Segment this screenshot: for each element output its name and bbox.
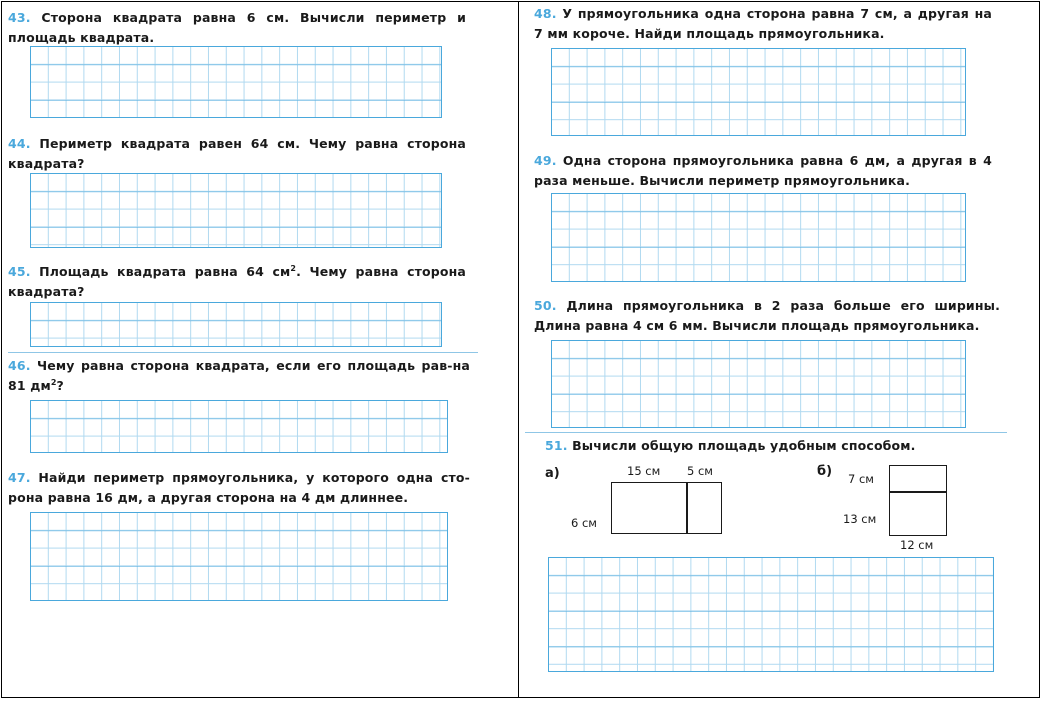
task-number: 50. <box>534 298 557 313</box>
task-text: Одна сторона прямоугольника равна 6 дм, а другая в 4 раза меньше. Вычисли периметр прямоугольника. <box>534 153 992 188</box>
figure-a-rectangle <box>611 482 722 534</box>
figure-a-label: а) <box>545 466 560 481</box>
task-number: 49. <box>534 153 557 168</box>
task-50 <box>534 296 1000 336</box>
task-number: 48. <box>534 6 557 21</box>
task-number: 51. <box>545 438 568 453</box>
task-44 <box>8 134 466 174</box>
task-text: Периметр квадрата равен 64 см. Чему равна сторона квадрата? <box>8 136 466 171</box>
task-number: 47. <box>8 470 31 485</box>
figure-a-divider <box>686 482 688 534</box>
task-text: У прямоугольника одна сторона равна 7 см, а другая на 7 мм короче. Найди площадь прямоугольника. <box>534 6 992 41</box>
answer-grid-48[interactable] <box>551 48 966 136</box>
answer-grid-50[interactable] <box>551 340 966 428</box>
answer-grid-49[interactable] <box>551 193 966 282</box>
task-47 <box>8 468 470 508</box>
figure-b-divider <box>889 491 947 493</box>
answer-grid-44[interactable] <box>30 173 442 248</box>
task-49 <box>534 151 992 191</box>
task-number: 43. <box>8 10 31 25</box>
task-number: 45. <box>8 264 31 279</box>
task-number: 46. <box>8 358 31 373</box>
section-separator <box>8 352 478 353</box>
answer-grid-47[interactable] <box>30 512 448 601</box>
column-divider <box>518 1 519 698</box>
figure-b-label: б) <box>817 464 833 479</box>
task-text: Найди периметр прямоугольника, у которого одна сто-рона равна 16 дм, а другая сторона на 4 дм длиннее. <box>8 470 470 505</box>
task-46 <box>8 356 470 396</box>
answer-grid-43[interactable] <box>30 46 442 118</box>
task-text: Чему равна сторона квадрата, если его площадь рав-на 81 $дм^2$? <box>8 358 470 393</box>
task-text: Длина прямоугольника в 2 раза больше его ширины. Длина равна 4 см 6 мм. Вычисли площадь прямоугольника. <box>534 298 1000 333</box>
task-43 <box>8 8 466 48</box>
figure-b-rectangle <box>889 465 947 536</box>
task-48 <box>534 4 992 44</box>
task-text: Вычисли общую площадь удобным способом. <box>572 438 916 453</box>
section-separator <box>525 432 1007 433</box>
answer-grid-46[interactable] <box>30 400 448 453</box>
figure-a-top-left-dim: 15 см <box>627 464 661 478</box>
figure-b-bottom-dim: 12 см <box>900 538 934 552</box>
task-45 <box>8 262 466 302</box>
answer-grid-51[interactable] <box>548 557 994 672</box>
figure-b-top-dim: 7 см <box>848 472 874 486</box>
task-51 <box>545 436 1003 456</box>
task-number: 44. <box>8 136 31 151</box>
figure-a-side-dim: 6 см <box>571 516 597 530</box>
task-text: Сторона квадрата равна 6 см. Вычисли периметр и площадь квадрата. <box>8 10 466 45</box>
task-text: Площадь квадрата равна 64 $см^2$. Чему равна сторона квадрата? <box>8 263 466 299</box>
answer-grid-45[interactable] <box>30 302 442 347</box>
figure-a-top-right-dim: 5 см <box>687 464 713 478</box>
figure-b-middle-dim: 13 см <box>843 512 877 526</box>
